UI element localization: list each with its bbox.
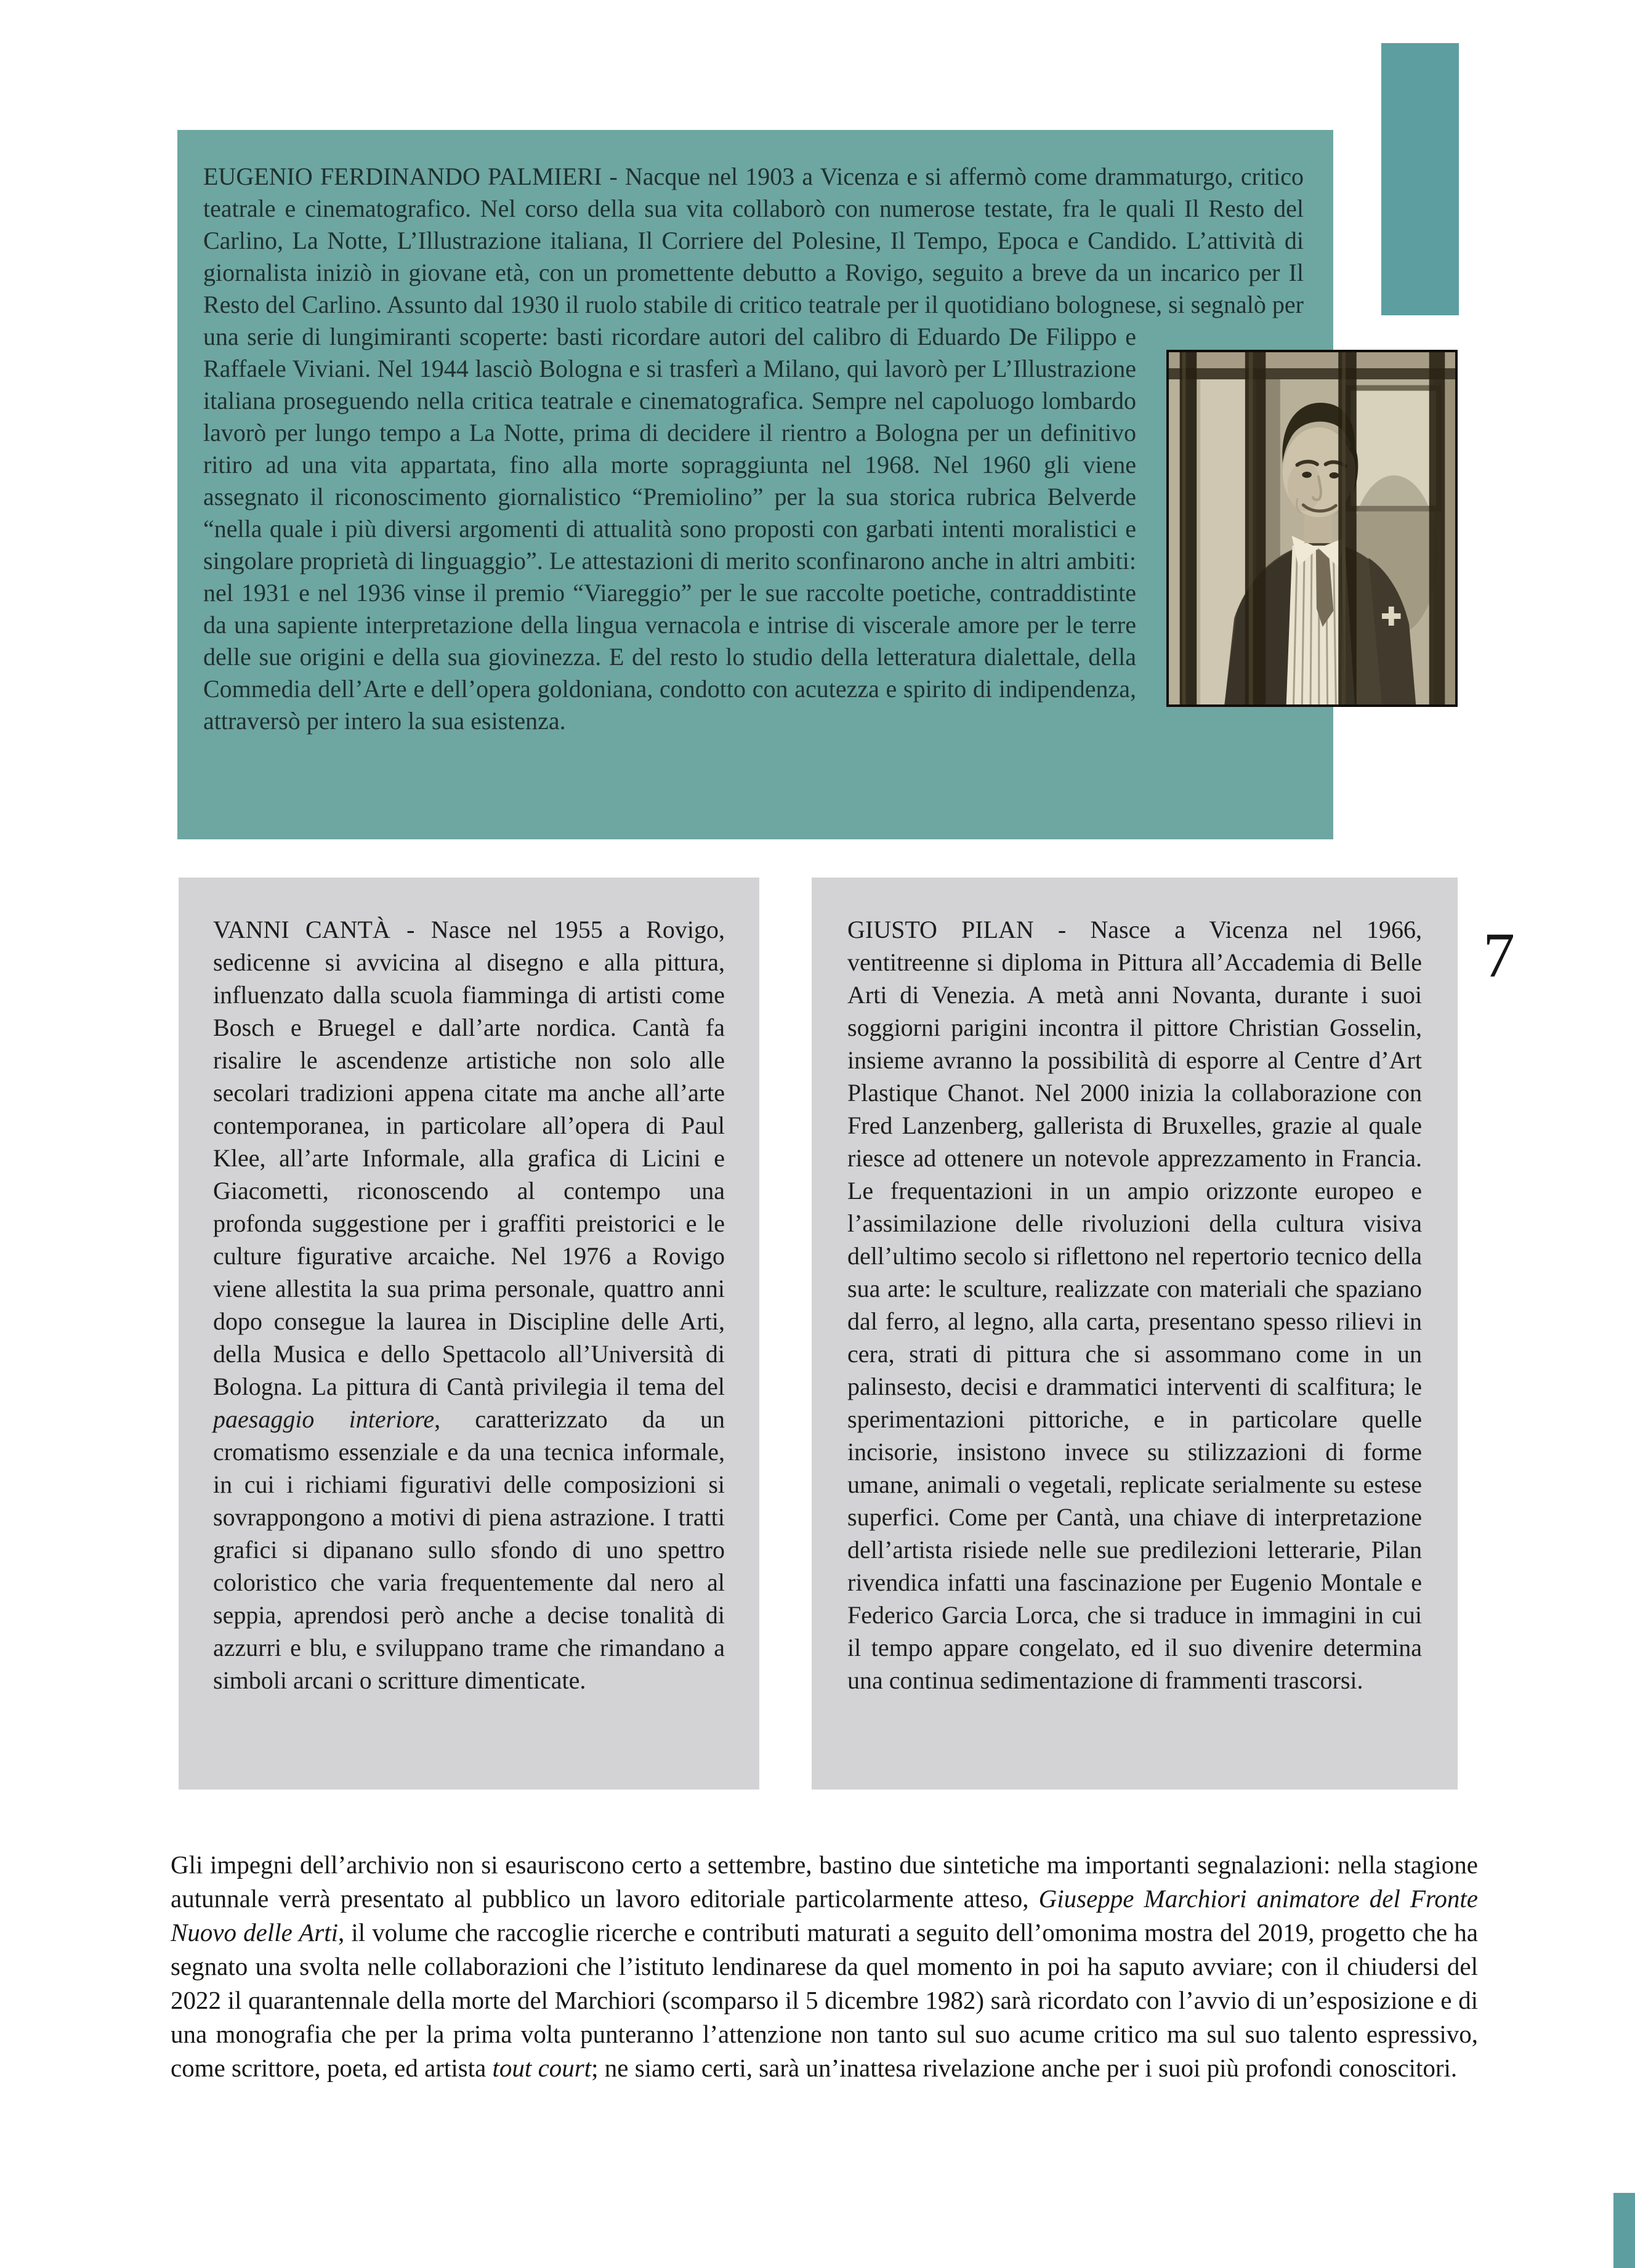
footer-text-2: , il volume che raccoglie ricerche e contributi maturati a seguito dell’omonima mostra del 2019, progetto che ha segnato una svolta nelle collaborazioni che l’istituto lendinarese da quel momento in poi ha saputo avviare; con il chiudersi del 2022 il quarantennale della morte del Marchiori (scomparso il 5 dicembre 1982) sarà ricordato con l’avvio di un’esposizione e di una monografia che per la prima volta punteranno l’attenzione non tanto sul suo acume critico ma sul suo talento espressivo, come scrittore, poeta, ed artista — [171, 1918, 1478, 2082]
pilan-name: GIUSTO PILAN — [847, 916, 1034, 943]
canta-italic-paesaggio-interiore: paesaggio interiore — [213, 1405, 435, 1433]
footer-italic-book-title: Giuseppe Marchiori animatore del Fronte Nuovo delle Arti — [171, 1884, 1478, 1947]
footer-paragraph — [171, 1848, 1478, 2085]
palmieri-article-box — [177, 130, 1333, 839]
palmieri-portrait-photo — [1166, 350, 1458, 707]
pilan-column — [812, 878, 1458, 1790]
canta-paragraph — [213, 913, 725, 1697]
canta-name: VANNI CANTÀ — [213, 916, 390, 943]
canta-text-2: , caratterizzato da un cromatismo essenziale e da una tecnica informale, in cui i richiami figurativi delle composizioni si sovrappongono a motivi di piena astrazione. I tratti grafici si dipanano sullo sfondo di uno spettro coloristico che varia frequentemente dal nero al seppia, aprendosi però anche a decise tonalità di azzurri e blu, e sviluppano trame che rimandano a simboli arcani o scritture dimenticate. — [213, 1405, 725, 1694]
footer-italic-tout-court: tout court — [492, 2054, 592, 2082]
canta-text-1: - Nasce nel 1955 a Rovigo, sedicenne si avvicina al disegno e alla pittura, influenzato dalla scuola fiamminga di artisti come Bosch e Bruegel e dall’arte nordica. Cantà fa risalire le ascendenze artistiche non solo alle secolari tradizioni appena citate ma anche all’arte contemporanea, in particolare all’opera di Paul Klee, all’arte Informale, alla grafica di Licini e Giacometti, riconoscendo al contempo una profonda suggestione per i graffiti preistorici e le culture figurative arcaiche. Nel 1976 a Rovigo viene allestita la sua prima personale, quattro anni dopo consegue la laurea in Discipline delle Arti, della Musica e dello Spettacolo all’Università di Bologna. La pittura di Cantà privilegia il tema del — [213, 916, 725, 1400]
palmieri-paragraph — [203, 161, 1304, 737]
canta-column — [179, 878, 759, 1790]
man-behind-bars-illustration — [1169, 352, 1455, 704]
teal-accent-rectangle-top-right — [1381, 43, 1459, 315]
pilan-text: - Nasce a Vicenza nel 1966, ventitreenne si diploma in Pittura all’Accademia di Belle Arti di Venezia. A metà anni Novanta, durante i suoi soggiorni parigini incontra il pittore Christian Gosselin, insieme avranno la possibilità di esporre al Centre d’Art Plastique Chanot. Nel 2000 inizia la collaborazione con Fred Lanzenberg, gallerista di Bruxelles, grazie al quale riesce ad ottenere un notevole apprezzamento in Francia. Le frequentazioni in un ampio orizzonte europeo e l’assimilazione delle rivoluzioni della cultura visiva dell’ultimo secolo si riflettono nel repertorio tecnico della sua arte: le sculture, realizzate con materiali che spaziano dal ferro, al legno, alla carta, presentano spesso rilievi in cera, strati di pittura che si assommano come in un palinsesto, decisi e drammatici interventi di scalfitura; le sperimentazioni pittoriche, e in particolare quelle incisorie, insistono invece su stilizzazioni di forme umane, animali o vegetali, replicate serialmente su estese superfici. Come per Cantà, una chiave di interpretazione dell’artista risiede nelle sue predilezioni letterarie, Pilan rivendica infatti una fascinazione per Eugenio Montale e Federico Garcia Lorca, che si traduce in immagini in cui il tempo appare congelato, ed il suo divenire determina una continua sedimentazione di frammenti trascorsi. — [847, 916, 1423, 1694]
page-number: 7 — [1483, 920, 1515, 991]
teal-accent-bar-bottom-right — [1613, 2193, 1635, 2268]
palmieri-name: EUGENIO FERDINANDO PALMIERI — [203, 163, 602, 190]
palmieri-text: - Nacque nel 1903 a Vicenza e si affermò come drammaturgo, critico teatrale e cinematografico. Nel corso della sua vita collaborò con numerose testate, fra le quali Il Resto del Carlino, La Notte, L’Illustrazione italiana, Il Corriere del Polesine, Il Tempo, Epoca e Candido. L’attività di giornalista iniziò in giovane età, con un promettente debutto a Rovigo, seguito a breve da un incarico per Il Resto del Carlino. Assunto dal 1930 il ruolo stabile di critico teatrale per il quotidiano bolognese, si segnalò per una serie di lungimiranti scoperte: basti ricordare autori del calibro di Eduardo De Filippo e Raffaele Viviani. Nel 1944 lasciò Bologna e si trasferì a Milano, qui lavorò per L’Illustrazione italiana proseguendo nella critica teatrale e cinematografica. Sempre nel capoluogo lombardo lavorò per lungo tempo a La Notte, prima di decidere il rientro a Bologna per un definitivo ritiro ad una vita appartata, fino alla morte sopraggiunta nel 1968. Nel 1960 gli viene assegnato il riconoscimento giornalistico “Premiolino” per la sua storica rubrica Belverde “nella quale i più diversi argomenti di attualità sono proposti con garbati intenti moralistici e singolare proprietà di linguaggio”. Le attestazioni di merito sconfinarono anche in altri ambiti: nel 1931 e nel 1936 vinse il premio “Viareggio” per le sue raccolte poetiche, contraddistinte da una sapiente interpretazione della lingua vernacola e intrise di viscerale amore per le terre delle sue origini e della sua giovinezza. E del resto lo studio della letteratura dialettale, della Commedia dell’Arte e dell’opera goldoniana, condotto con acutezza e spirito di indipendenza, attraversò per intero la sua esistenza. — [203, 163, 1304, 735]
footer-text-1: Gli impegni dell’archivio non si esauriscono certo a settembre, bastino due sintetiche ma importanti segnalazioni: nella stagione autunnale verrà presentato al pubblico un lavoro editoriale particolarmente atteso, — [171, 1850, 1478, 1913]
pilan-paragraph — [847, 913, 1422, 1697]
footer-text-3: ; ne siamo certi, sarà un’inattesa rivelazione anche per i suoi più profondi conoscitori. — [591, 2054, 1458, 2082]
